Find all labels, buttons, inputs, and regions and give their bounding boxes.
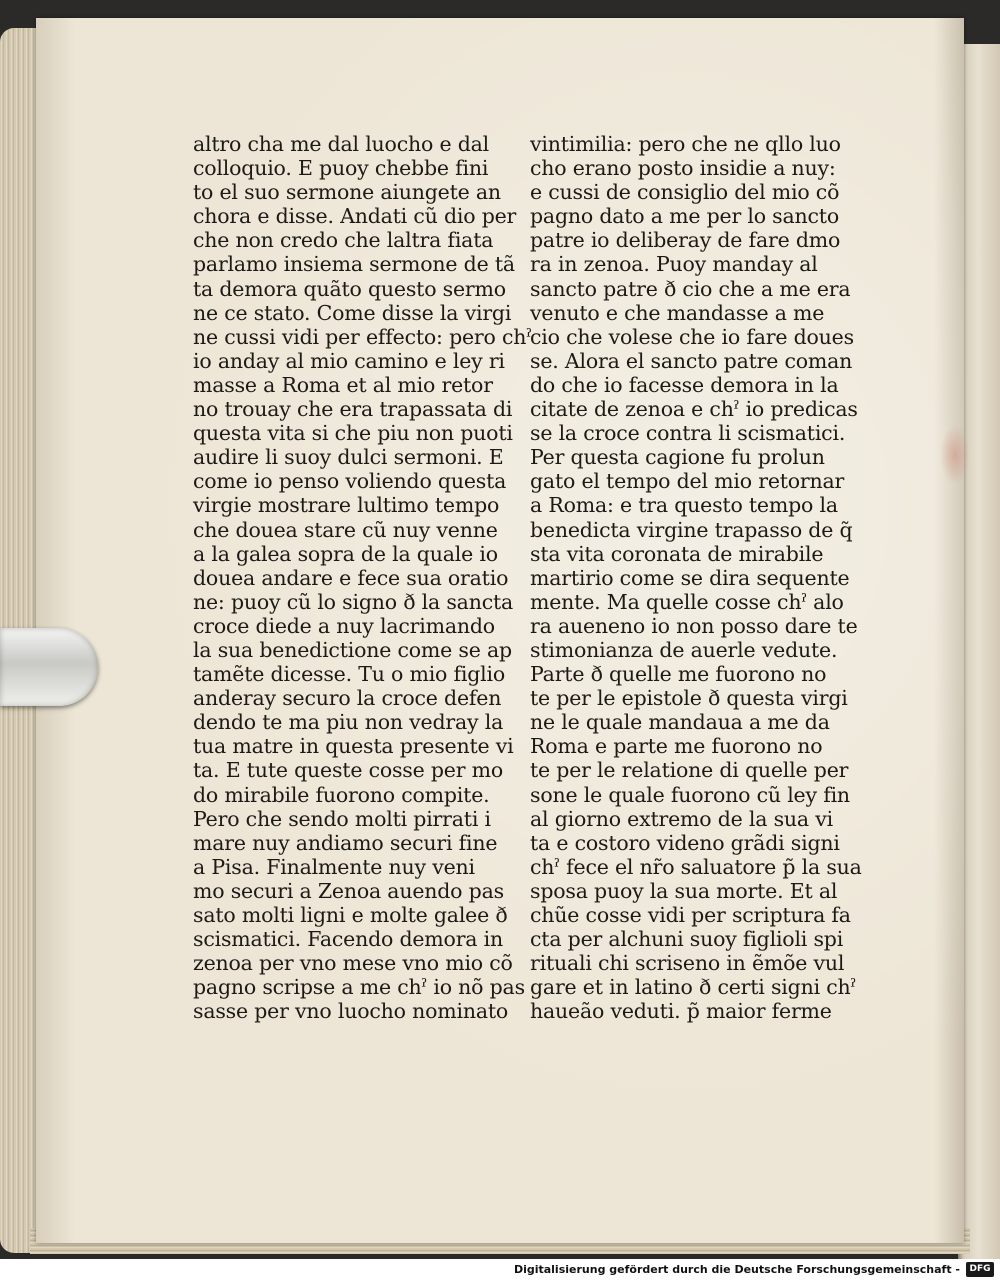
- text-line: martirio come se dira sequente: [530, 565, 850, 590]
- text-line: ta e costoro videno grãdi signi: [530, 830, 840, 855]
- text-line: venuto e che mandasse a me: [530, 300, 825, 325]
- text-line: sposa puoy la sua morte. Et al: [530, 878, 838, 903]
- dfg-logo: DFG: [966, 1262, 994, 1277]
- text-line: parlamo insiema sermone de tã: [193, 252, 515, 277]
- text-line: pagno scripse a me chˀ io nõ pas: [193, 975, 525, 1000]
- text-line: rituali chi scriseno in ẽmõe vul: [530, 951, 845, 976]
- right-text-column: [530, 132, 862, 1024]
- text-line: colloquio. E puoy chebbe fini: [193, 156, 489, 181]
- text-line: to el suo sermone aiungete an: [193, 180, 501, 205]
- text-line: chũe cosse vidi per scriptura fa: [530, 903, 851, 927]
- text-line: pagno dato a me per lo sancto: [530, 204, 839, 229]
- text-line: douea andare e fece sua oratio: [193, 565, 509, 590]
- text-line: no trouay che era trapassata di: [193, 397, 513, 422]
- text-line: mare nuy andiamo securi fine: [193, 830, 498, 855]
- text-line: mo securi a Zenoa auendo pas: [193, 878, 504, 903]
- text-line: mente. Ma quelle cosse chˀ alo: [530, 589, 844, 614]
- text-line: sato molti ligni e molte galee ð: [193, 903, 508, 927]
- text-line: Pero che sendo molti pirrati i: [193, 806, 491, 831]
- text-line: tamẽte dicesse. Tu o mio figlio: [193, 662, 506, 687]
- text-line: altro cha me dal luocho e dal: [193, 132, 489, 156]
- text-line: Parte ð quelle me fuorono no: [530, 662, 827, 687]
- text-line: cta per alchuni suoy figlioli spi: [530, 927, 844, 952]
- text-line: dendo te ma piu non vedray la: [193, 710, 504, 735]
- text-line: zenoa per vno mese vno mio cõ: [193, 951, 513, 976]
- text-line: benedicta virgine trapasso de q̃: [530, 517, 853, 542]
- text-line: tua matre in questa presente vi: [193, 734, 514, 759]
- text-line: a Pisa. Finalmente nuy veni: [193, 854, 475, 879]
- text-line: te per le epistole ð questa virgi: [530, 686, 848, 711]
- text-line: che douea stare cũ nuy venne: [193, 517, 498, 542]
- text-line: ta. E tute queste cosse per mo: [193, 758, 504, 783]
- page-stain: [940, 425, 970, 485]
- text-line: ne le quale mandaua a me da: [530, 710, 830, 735]
- text-line: che non credo che laltra fiata: [193, 228, 494, 253]
- text-line: ne: puoy cũ lo signo ð la sancta: [193, 589, 514, 614]
- text-line: anderay securo la croce defen: [193, 686, 502, 711]
- text-line: Per questa cagione fu prolun: [530, 445, 825, 470]
- text-line: patre io deliberay de fare dmo: [530, 228, 841, 253]
- funding-credit: Digitalisierung gefördert durch die Deutsche Forschungsgemeinschaft -: [513, 1263, 960, 1276]
- text-line: io anday al mio camino e ley ri: [193, 348, 505, 373]
- text-line: chora e disse. Andati cũ dio per: [193, 204, 517, 229]
- text-line: do che io facesse demora in la: [530, 372, 839, 397]
- text-line: la sua benedictione come se ap: [193, 637, 512, 662]
- text-line: croce diede a nuy lacrimando: [193, 613, 495, 638]
- text-line: sone le quale fuorono cũ ley fin: [530, 782, 850, 807]
- text-line: haueão veduti. p̃ maior ferme: [530, 999, 832, 1024]
- text-line: vintimilia: pero che ne qllo luo: [530, 132, 841, 156]
- text-line: al giorno extremo de la sua vi: [530, 806, 834, 831]
- text-line: te per le relatione di quelle per: [530, 758, 849, 783]
- text-line: ra aueneno io non posso dare te: [530, 613, 858, 638]
- facing-page-edge: [958, 44, 1000, 1259]
- text-line: gato el tempo del mio retornar: [530, 469, 845, 494]
- text-line: cho erano posto insidie a nuy:: [530, 156, 836, 181]
- text-line: chˀ fece el nr̃o saluatore p̃ la sua: [530, 854, 862, 879]
- text-line: questa vita si che piu non puoti: [193, 421, 513, 446]
- text-line: sta vita coronata de mirabile: [530, 541, 824, 566]
- text-line: e cussi de consiglio del mio cõ: [530, 180, 840, 205]
- text-line: se. Alora el sancto patre coman: [530, 348, 853, 373]
- text-line: ta demora quãto questo sermo: [193, 276, 506, 301]
- text-line: a la galea sopra de la quale io: [193, 541, 498, 566]
- text-line: stimonianza de auerle vedute.: [530, 637, 838, 662]
- text-line: se la croce contra li scismatici.: [530, 421, 846, 446]
- text-line: ne cussi vidi per effecto: pero chˀ: [193, 324, 532, 349]
- text-line: a Roma: e tra questo tempo la: [530, 493, 838, 518]
- text-line: ra in zenoa. Puoy manday al: [530, 252, 818, 277]
- text-line: come io penso voliendo questa: [193, 469, 507, 494]
- page-holder-clip: [0, 628, 98, 706]
- left-text-column: [193, 132, 532, 1024]
- text-line: cio che volese che io fare doues: [530, 324, 854, 349]
- text-line: scismatici. Facendo demora in: [193, 927, 503, 952]
- text-line: sasse per vno luocho nominato: [193, 999, 509, 1024]
- text-line: do mirabile fuorono compite.: [193, 782, 490, 807]
- text-line: audire li suoy dulci sermoni. E: [193, 445, 504, 470]
- text-line: virgie mostrare lultimo tempo: [193, 493, 500, 518]
- text-line: Roma e parte me fuorono no: [530, 734, 823, 759]
- digitization-footer: [0, 1259, 1000, 1281]
- text-line: sancto patre ð cio che a me era: [530, 276, 851, 301]
- text-line: citate de zenoa e chˀ io predicas: [530, 397, 858, 422]
- text-line: ne ce stato. Come disse la virgi: [193, 300, 512, 325]
- text-line: gare et in latino ð certi signi chˀ: [530, 975, 857, 1000]
- text-line: masse a Roma et al mio retor: [193, 372, 493, 397]
